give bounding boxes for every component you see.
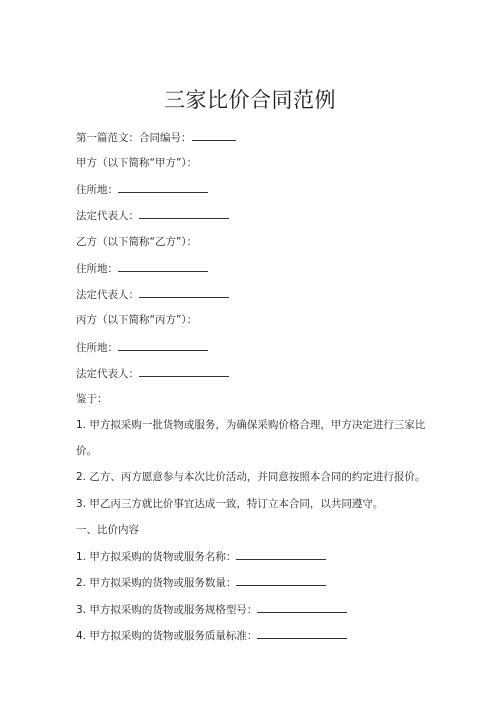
blank-underline <box>118 340 208 351</box>
party-b-representative-line <box>76 287 229 302</box>
blank-underline <box>139 366 229 377</box>
blank-underline <box>192 130 236 141</box>
whereas-clause-2 <box>76 470 425 484</box>
blank-underline <box>118 261 208 272</box>
line-text: 3. 甲方拟采购的货物或服务规格型号： <box>76 604 258 616</box>
blank-underline <box>236 549 326 560</box>
blank-underline <box>236 575 326 586</box>
party-c-representative-line <box>76 366 229 381</box>
item-name-line <box>76 549 326 564</box>
item-quantity-line <box>76 575 326 590</box>
party-a-representative-line <box>76 208 229 223</box>
document-title: 三家比价合同范例 <box>164 88 336 112</box>
line-text: 住所地： <box>76 263 118 275</box>
party-a-address-line <box>76 182 208 197</box>
blank-underline <box>118 182 208 193</box>
line-text: 法定代表人： <box>76 210 139 222</box>
line-text: 第一篇范文：合同编号： <box>76 132 192 144</box>
blank-underline <box>257 602 347 613</box>
line-text: 甲方（以下简称“甲方”）： <box>76 157 198 169</box>
party-c-address-line <box>76 340 208 355</box>
contract-number-line <box>76 130 236 145</box>
party-b-heading <box>76 235 197 249</box>
section-heading-comparison <box>76 523 139 537</box>
blank-underline <box>139 208 229 219</box>
party-c-heading <box>76 313 197 327</box>
line-text: 住所地： <box>76 342 118 354</box>
party-b-address-line <box>76 261 208 276</box>
line-text: 2. 乙方、丙方愿意参与本次比价活动，并同意按照本合同的约定进行报价。 <box>76 471 426 483</box>
line-text: 一、比价内容 <box>76 524 139 536</box>
line-text: 丙方（以下简称“丙方”）： <box>76 314 198 326</box>
whereas-clause-1 <box>76 418 425 432</box>
whereas-clause-1-continued <box>76 444 97 458</box>
line-text: 乙方（以下简称“乙方”）： <box>76 236 198 248</box>
line-text: 1. 甲方拟采购的货物或服务名称： <box>76 551 237 563</box>
line-text: 2. 甲方拟采购的货物或服务数量： <box>76 577 237 589</box>
line-text: 法定代表人： <box>76 289 139 301</box>
line-text: 价。 <box>76 445 97 457</box>
whereas-heading <box>76 392 108 406</box>
item-quality-line <box>76 628 347 643</box>
line-text: 1. 甲方拟采购一批货物或服务，为确保采购价格合理，甲方决定进行三家比 <box>76 419 426 431</box>
line-text: 法定代表人： <box>76 368 139 380</box>
line-text: 鉴于： <box>76 393 108 405</box>
line-text: 3. 甲乙丙三方就比价事宜达成一致，特订立本合同，以共同遵守。 <box>76 498 384 510</box>
blank-underline <box>139 287 229 298</box>
blank-underline <box>257 628 347 639</box>
line-text: 住所地： <box>76 184 118 196</box>
whereas-clause-3 <box>76 497 383 511</box>
item-spec-line <box>76 602 347 617</box>
party-a-heading <box>76 156 197 170</box>
line-text: 4. 甲方拟采购的货物或服务质量标准： <box>76 630 258 642</box>
